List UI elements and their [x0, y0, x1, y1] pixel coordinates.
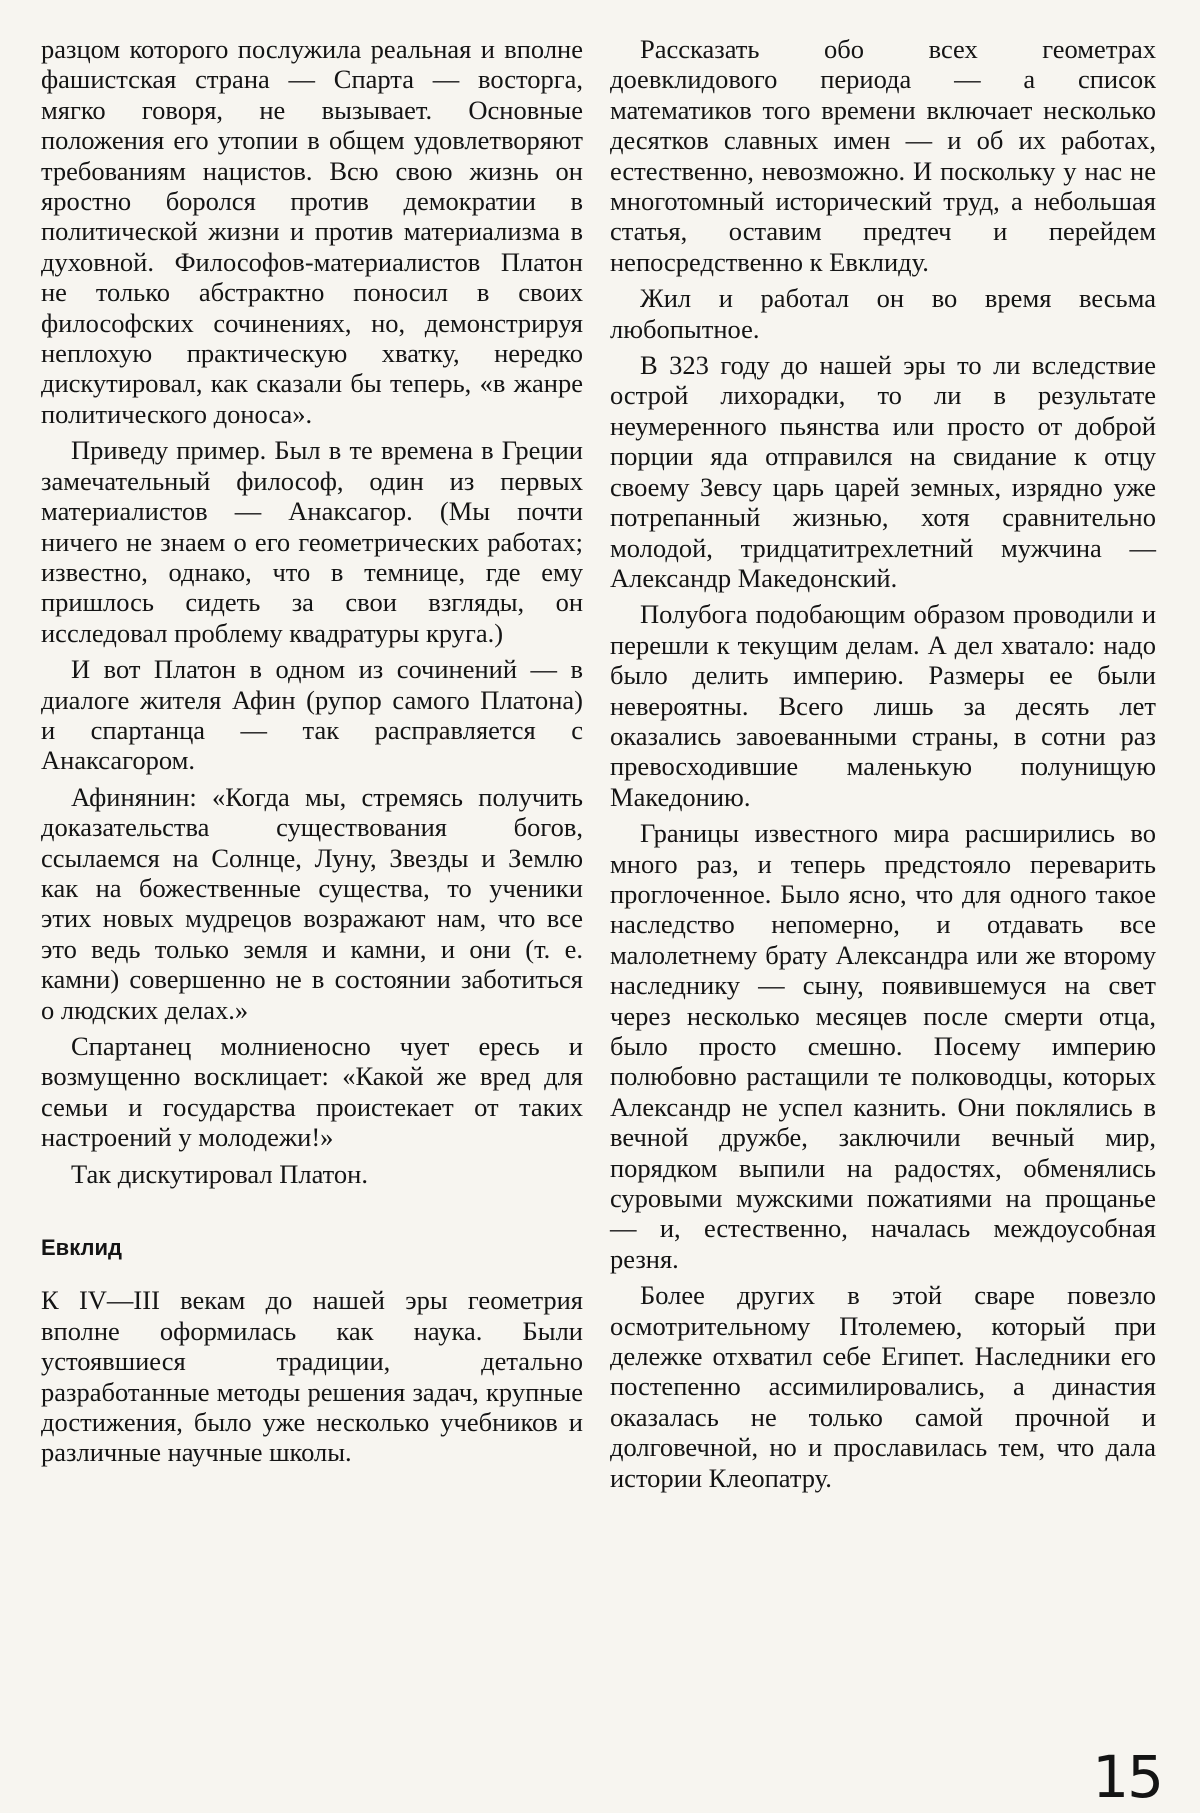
left-column [41, 34, 583, 1474]
paragraph: В 323 году до нашей эры то ли вследствие острой лихорадки, то ли в результате неумеренного пьянства или просто от доброй порции яда отправился на свидание к отцу своему Зевсу царь царей земных, изрядно уже потрепанный жизнью, хотя сравнительно молодой, тридцатитрехлетний мужчина — Александр Македонский. [610, 350, 1156, 593]
right-column [610, 34, 1156, 1499]
paragraph: Спартанец молниеносно чует ересь и возмущенно восклицает: «Какой же вред для семьи и государства проистекает от таких настроений у молодежи!» [41, 1031, 583, 1153]
paragraph: Афинянин: «Когда мы, стремясь получить доказательства существования богов, ссылаемся на Солнце, Луну, Звезды и Землю как на божественные существа, то ученики этих новых мудрецов возражают нам, что все это ведь только земля и камни, и они (т. е. камни) совершенно не в состоянии заботиться о людских делах.» [41, 781, 583, 1025]
section-heading: Евклид [41, 1235, 122, 1261]
paragraph: Приведу пример. Был в те времена в Греции замечательный философ, один из первых материалистов — Анаксагор. (Мы почти ничего не знаем о его геометрических работах; известно, однако, что в темнице, где ему пришлось сидеть за свои взгляды, он исследовал проблему квадратуры круга.) [41, 435, 583, 648]
paragraph: Рассказать обо всех геометрах доевклидового периода — а список математиков того времени включает несколько десятков славных имен — и об их работах, естественно, невозможно. И поскольку у нас не многотомный исторический труд, а небольшая статья, оставим предтеч и перейдем непосредственно к Евклиду. [610, 34, 1156, 277]
paragraph: Более других в этой сваре повезло осмотрительному Птолемею, который при дележке отхватил себе Египет. Наследники его постепенно ассимилировались, а династия оказалась не только самой прочной и долговечной, но и прославилась тем, что дала истории Клеопатру. [610, 1280, 1156, 1493]
paragraph: Жил и работал он во время весьма любопытное. [610, 283, 1156, 344]
paragraph: Полубога подобающим образом проводили и перешли к текущим делам. А дел хватало: надо было делить империю. Размеры ее были невероятны. Всего лишь за десять лет оказались завоеванными страны, в сотни раз превосходившие маленькую полунищую Македонию. [610, 599, 1156, 812]
paragraph: И вот Платон в одном из сочинений — в диалоге жителя Афин (рупор самого Платона) и спартанца — так расправляется с Анаксагором. [41, 654, 583, 776]
page-number: 15 [1092, 1743, 1162, 1811]
paragraph: Так дискутировал Платон. [71, 1158, 368, 1189]
paragraph: разцом которого послужила реальная и вполне фашистская страна — Спарта — восторга, мягко говоря, не вызывает. Основные положения его утопии в общем удовлетворяют требованиям нацистов. Всю свою жизнь он яростно боролся против демократии в политической жизни и против материализма в духовной. Философов-материалистов Платон не только абстрактно поносил в своих философских сочинениях, но, демонстрируя неплохую практическую хватку, нередко дискутировал, как сказали бы теперь, «в жанре политического доноса». [41, 34, 583, 429]
paragraph: Границы известного мира расширились во много раз, и теперь предстояло переварить проглоченное. Было ясно, что для одного такое наследство непомерно, и отдавать все малолетнему брату Александра или же второму наследнику — сыну, появившемуся на свет через несколько месяцев после смерти отца, было просто смешно. Посему империю полюбовно растащили те полководцы, которых Александр не успел казнить. Они поклялись в вечной дружбе, заключили вечный мир, порядком выпили на радостях, обменялись суровыми мужскими пожатиями на прощанье — и, естественно, началась междоусобная резня. [610, 818, 1156, 1274]
paragraph: К IV—III векам до нашей эры геометрия вполне оформилась как наука. Были устоявшиеся традиции, детально разработанные методы решения задач, крупные достижения, было уже несколько учебников и различные научные школы. [41, 1285, 583, 1468]
